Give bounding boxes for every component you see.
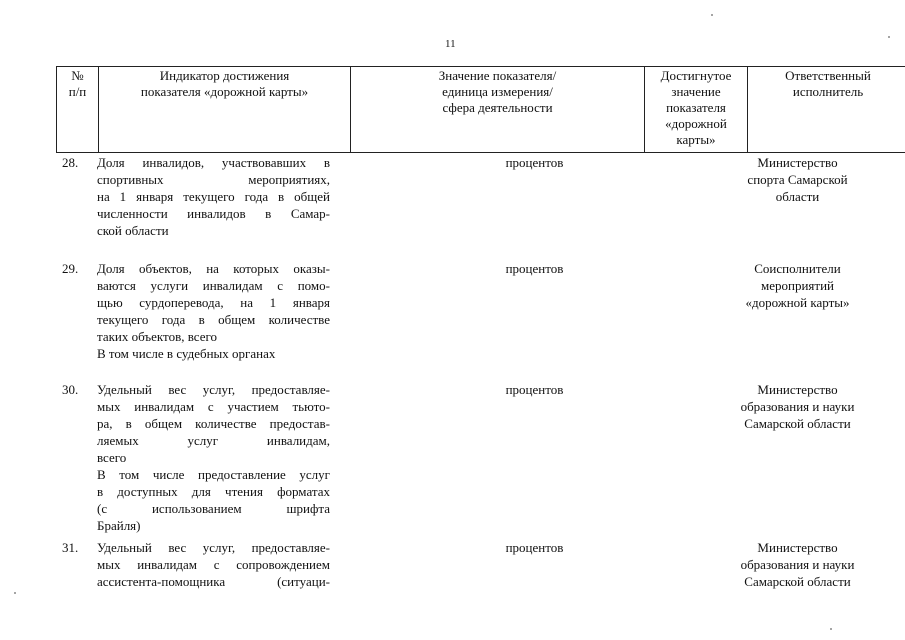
indicator-line: спортивных мероприятиях, <box>97 172 330 187</box>
header-text-line: Индикатор достижения <box>159 68 290 83</box>
indicator-line: ляемых услуг инвалидам, <box>97 433 330 448</box>
indicator-line: таких объектов, всего <box>97 329 217 344</box>
page-number: 11 <box>445 38 456 50</box>
row-responsible <box>722 381 873 432</box>
header-text-line: Ответственный <box>785 68 871 83</box>
responsible-line: образования и науки <box>740 399 855 414</box>
indicator-line: Доля инвалидов, участвовавших в <box>97 155 330 170</box>
table-header <box>56 66 905 153</box>
header-text-line: показателя <box>666 100 726 115</box>
row-unit: процентов <box>505 261 564 276</box>
row-number: 28. <box>62 155 79 170</box>
responsible-line: Самарской области <box>744 574 851 589</box>
row-indicator <box>97 260 330 362</box>
indicator-line: Удельный вес услуг, предоставляе- <box>97 382 330 397</box>
scan-speck <box>830 628 832 630</box>
indicator-line: В том числе в судебных органах <box>97 346 276 361</box>
responsible-line: Соисполнители <box>754 261 841 276</box>
row-responsible <box>722 260 873 311</box>
responsible-line: области <box>775 189 820 204</box>
header-text-line: карты» <box>676 132 716 147</box>
row-indicator <box>97 154 330 239</box>
header-text-line: Значение показателя/ <box>438 68 557 83</box>
header-value-column <box>645 67 748 153</box>
indicator-line: мых инвалидам с участием тьюто- <box>97 399 330 414</box>
responsible-line: Министерство <box>757 540 838 555</box>
header-text-line: Достигнутое <box>660 68 732 83</box>
responsible-line: спорта Самарской <box>747 172 848 187</box>
scan-speck <box>14 592 16 594</box>
indicator-line: В том числе предоставление услуг <box>97 467 330 482</box>
indicator-line: (с использованием шрифта <box>97 501 330 516</box>
indicator-line: ваются услуги инвалидам с помо- <box>97 278 330 293</box>
row-number: 29. <box>62 261 79 276</box>
indicator-line: Доля объектов, на которых оказы- <box>97 261 330 276</box>
indicator-line: численности инвалидов в Самар- <box>97 206 330 221</box>
row-unit: процентов <box>505 155 564 170</box>
header-responsible-column <box>748 67 905 153</box>
indicator-line: на 1 января текущего года в общей <box>97 189 330 204</box>
header-text-line: п/п <box>68 84 87 99</box>
row-responsible <box>722 539 873 590</box>
row-unit: процентов <box>505 382 564 397</box>
header-number-column <box>57 67 99 153</box>
header-text-line: «дорожной <box>665 116 727 131</box>
indicator-line: щью сурдоперевода, на 1 января <box>97 295 330 310</box>
row-number: 31. <box>62 540 79 555</box>
header-unit-column <box>351 67 645 153</box>
row-responsible <box>722 154 873 205</box>
header-text-line: сфера деятельности <box>442 100 553 115</box>
indicator-line: ассистента-помощника (ситуаци- <box>97 574 330 589</box>
indicator-line: Брайля) <box>97 518 141 533</box>
row-unit: процентов <box>505 540 564 555</box>
indicator-line: ра, в общем количестве предостав- <box>97 416 330 431</box>
indicator-line: Удельный вес услуг, предоставляе- <box>97 540 330 555</box>
scan-speck <box>888 36 890 38</box>
indicator-line: ской области <box>97 223 169 238</box>
responsible-line: «дорожной карты» <box>745 295 850 310</box>
header-text-line: единица измерения/ <box>442 84 553 99</box>
responsible-line: Министерство <box>757 382 838 397</box>
responsible-line: мероприятий <box>761 278 834 293</box>
responsible-line: Министерство <box>757 155 838 170</box>
header-text-line: исполнитель <box>792 84 864 99</box>
indicator-line: в доступных для чтения форматах <box>97 484 330 499</box>
header-indicator-column <box>99 67 351 153</box>
header-text-line: № <box>71 68 84 83</box>
responsible-line: Самарской области <box>744 416 851 431</box>
scan-speck <box>711 14 713 16</box>
responsible-line: образования и науки <box>740 557 855 572</box>
row-indicator <box>97 539 330 590</box>
indicator-line: текущего года в общем количестве <box>97 312 330 327</box>
row-indicator <box>97 381 330 534</box>
header-text-line: значение <box>671 84 721 99</box>
indicator-line: всего <box>97 450 127 465</box>
indicator-line: мых инвалидам с сопровождением <box>97 557 330 572</box>
header-text-line: показателя «дорожной карты» <box>140 84 309 99</box>
row-number: 30. <box>62 382 79 397</box>
